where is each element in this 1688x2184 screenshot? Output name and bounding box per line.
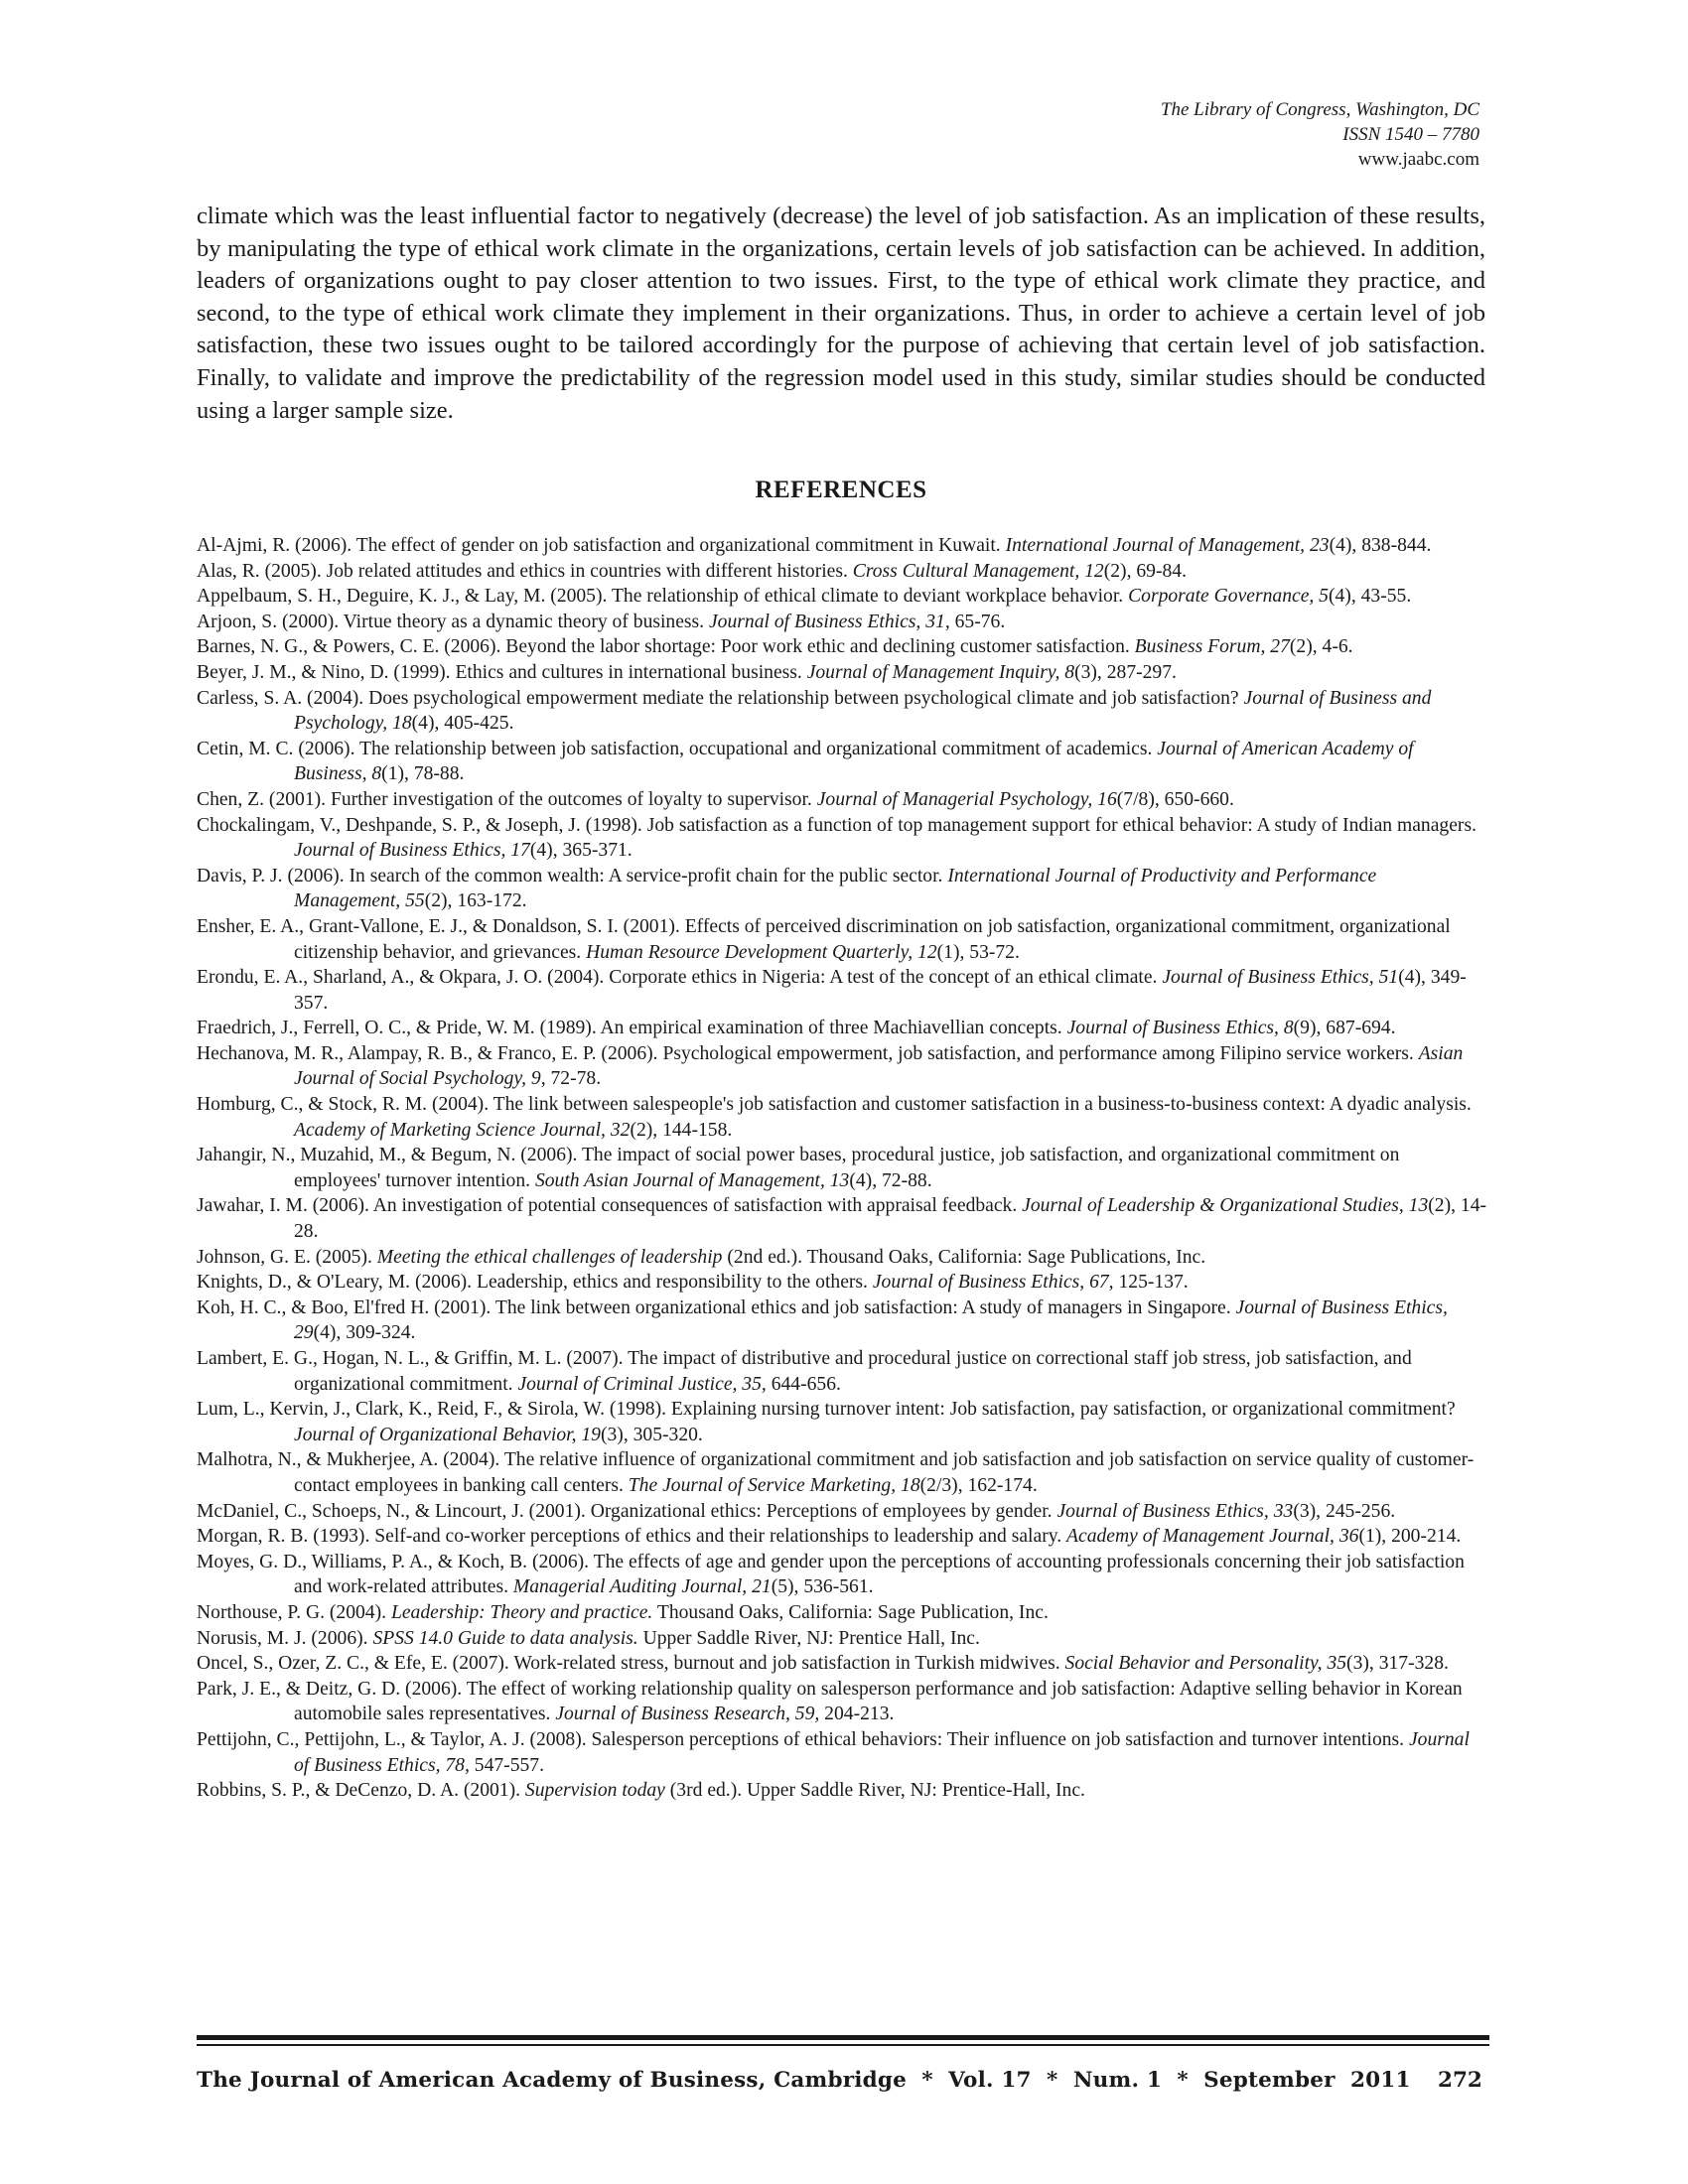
- reference-text: Park, J. E., & Deitz, G. D. (2006). The effect of working relationship quality on salesperson performance and job satisfaction: Adaptive selling behavior in Korean automobile sales representatives.: [197, 1678, 1463, 1725]
- reference-text: Ensher, E. A., Grant-Vallone, E. J., & Donaldson, S. I. (2001). Effects of perceived discrimination on job satisfaction, organizational commitment, organizational citizenship behavior, and grievances.: [197, 915, 1451, 963]
- reference-source: The Journal of Service Marketing, 18: [628, 1474, 920, 1496]
- reference-text: Jawahar, I. M. (2006). An investigation of potential consequences of satisfaction with appraisal feedback.: [197, 1195, 1023, 1217]
- reference-text: Chen, Z. (2001). Further investigation of the outcomes of loyalty to supervisor.: [197, 788, 817, 810]
- reference-source: Journal of Business Ethics, 67,: [872, 1272, 1114, 1294]
- reference-entry: [197, 559, 1487, 585]
- reference-source: Managerial Auditing Journal, 21: [512, 1576, 772, 1598]
- reference-locator: (4), 309-324.: [313, 1322, 416, 1344]
- reference-text: Robbins, S. P., & DeCenzo, D. A. (2001).: [197, 1780, 525, 1802]
- reference-text: McDaniel, C., Schoeps, N., & Lincourt, J. (2001). Organizational ethics: Perceptions of employees by gender.: [197, 1500, 1057, 1522]
- reference-source: Meeting the ethical challenges of leadership: [376, 1246, 723, 1268]
- reference-entry: [197, 864, 1487, 914]
- reference-text: Carless, S. A. (2004). Does psychological empowerment mediate the relationship between psychological climate and job satisfaction?: [197, 687, 1244, 709]
- reference-locator: (4), 349-357.: [294, 967, 1467, 1014]
- reference-entry: [197, 1677, 1487, 1727]
- reference-source: Journal of Business Research, 59,: [555, 1704, 820, 1725]
- reference-locator: (3), 317-328.: [1346, 1653, 1449, 1675]
- reference-text: Al-Ajmi, R. (2006). The effect of gender on job satisfaction and organizational commitment in Kuwait.: [197, 535, 1006, 556]
- reference-entry: [197, 1346, 1487, 1397]
- reference-locator: (3rd ed.). Upper Saddle River, NJ: Prentice-Hall, Inc.: [664, 1780, 1085, 1802]
- reference-source: Social Behavior and Personality, 35: [1064, 1653, 1347, 1675]
- reference-source: Journal of Business and Psychology, 18: [294, 687, 1432, 735]
- header-website-line: www.jaabc.com: [1357, 149, 1479, 170]
- reference-source: Leadership: Theory and practice.: [390, 1601, 653, 1623]
- reference-entry: [197, 1499, 1487, 1525]
- reference-locator: 204-213.: [819, 1704, 895, 1725]
- reference-source: Academy of Marketing Science Journal, 32: [294, 1119, 631, 1141]
- reference-source: Journal of Business Ethics, 51: [1162, 967, 1399, 989]
- reference-source: Journal of Managerial Psychology, 16: [816, 788, 1117, 810]
- body-paragraph: climate which was the least influential factor to negatively (decrease) the level of job satisfaction. As an implication of these results, by manipulating the type of ethical work climate in the organizations, certain levels of job satisfaction can be achieved. In addition, leaders of organizations ought to pay closer attention to two issues. First, to the type of ethical work climate they practice, and second, to the type of ethical work climate they implement in their organizations. Thus, in order to achieve a certain level of job satisfaction, these two issues ought to be tailored accordingly for the purpose of achieving that certain level of job satisfaction. Finally, to validate and improve the predictability of the regression model used in this study, similar studies should be conducted using a larger sample size.: [197, 203, 1485, 424]
- reference-locator: (4), 365-371.: [529, 840, 633, 862]
- reference-entry: [197, 965, 1487, 1016]
- reference-entry: [197, 686, 1487, 737]
- reference-text: Cetin, M. C. (2006). The relationship between job satisfaction, occupational and organizational commitment of academics.: [197, 738, 1158, 759]
- reference-locator: 547-557.: [469, 1754, 544, 1776]
- reference-entry: [197, 1550, 1487, 1600]
- reference-entry: [197, 737, 1487, 787]
- reference-text: Knights, D., & O'Leary, M. (2006). Leadership, ethics and responsibility to the others.: [197, 1272, 873, 1294]
- reference-locator: 65-76.: [949, 611, 1006, 632]
- reference-entry: [197, 787, 1487, 813]
- reference-entry: [197, 1626, 1487, 1652]
- reference-text: Davis, P. J. (2006). In search of the common wealth: A service-profit chain for the public sector.: [197, 865, 948, 887]
- reference-text: Morgan, R. B. (1993). Self-and co-worker perceptions of ethics and their relationships to leadership and salary.: [197, 1526, 1067, 1548]
- reference-source: SPSS 14.0 Guide to data analysis.: [372, 1627, 638, 1649]
- reference-source: Journal of Organizational Behavior, 19: [294, 1424, 601, 1445]
- page-number: 272: [1438, 2068, 1482, 2093]
- reference-source: Asian Journal of Social Psychology, 9,: [294, 1042, 1464, 1090]
- reference-locator: (2nd ed.). Thousand Oaks, California: Sage Publications, Inc.: [722, 1246, 1206, 1268]
- reference-entry: [197, 1651, 1487, 1677]
- reference-entry: [197, 1245, 1487, 1271]
- reference-locator: (2), 144-158.: [630, 1119, 733, 1141]
- reference-source: Journal of Business Ethics, 33: [1056, 1500, 1294, 1522]
- reference-locator: (4), 72-88.: [849, 1169, 932, 1191]
- reference-text: Pettijohn, C., Pettijohn, L., & Taylor, A. J. (2008). Salesperson perceptions of ethical behaviors: Their influence on job satisfaction and turnover intentions.: [197, 1728, 1409, 1750]
- reference-entry: [197, 1016, 1487, 1041]
- reference-entry: [197, 914, 1487, 965]
- reference-source: Journal of Business Ethics, 8: [1066, 1018, 1294, 1039]
- reference-locator: 125-137.: [1113, 1272, 1189, 1294]
- reference-source: Journal of Management Inquiry, 8: [806, 661, 1075, 683]
- reference-text: Hechanova, M. R., Alampay, R. B., & Franco, E. P. (2006). Psychological empowerment, job satisfaction, and performance among Filipino service workers.: [197, 1042, 1419, 1064]
- reference-text: Arjoon, S. (2000). Virtue theory as a dynamic theory of business.: [197, 611, 709, 632]
- references-heading: REFERENCES: [755, 477, 927, 503]
- reference-source: International Journal of Productivity and Performance Management, 55: [294, 865, 1377, 912]
- reference-text: Appelbaum, S. H., Deguire, K. J., & Lay, M. (2005). The relationship of ethical climate to deviant workplace behavior.: [197, 586, 1129, 608]
- reference-entry: [197, 610, 1487, 635]
- reference-text: Malhotra, N., & Mukherjee, A. (2004). The relative influence of organizational commitment and job satisfaction and job satisfaction on service quality of customer-contact employees in banking call centers.: [197, 1449, 1475, 1496]
- reference-text: Lum, L., Kervin, J., Clark, K., Reid, F., & Sirola, W. (1998). Explaining nursing turnover intent: Job satisfaction, pay satisfaction, or organizational commitment?: [197, 1399, 1456, 1421]
- reference-source: Journal of Business Ethics, 17: [294, 840, 530, 862]
- footer-rule-thin: [197, 2044, 1489, 2046]
- reference-source: Academy of Management Journal, 36: [1066, 1526, 1359, 1548]
- header-library-line: The Library of Congress, Washington, DC: [1160, 99, 1479, 120]
- reference-entry: [197, 1778, 1487, 1804]
- reference-locator: (4), 405-425.: [411, 713, 514, 735]
- reference-locator: (2), 163-172.: [424, 890, 527, 912]
- references-list: [197, 533, 1487, 1804]
- reference-source: Human Resource Development Quarterly, 12: [586, 941, 937, 963]
- reference-source: South Asian Journal of Management, 13: [534, 1169, 850, 1191]
- reference-locator: (3), 287-297.: [1074, 661, 1177, 683]
- reference-text: Fraedrich, J., Ferrell, O. C., & Pride, W. M. (1989). An empirical examination of three Machiavellian concepts.: [197, 1018, 1067, 1039]
- reference-entry: [197, 584, 1487, 610]
- reference-locator: (5), 536-561.: [771, 1576, 874, 1598]
- reference-locator: Thousand Oaks, California: Sage Publication, Inc.: [652, 1601, 1049, 1623]
- reference-entry: [197, 660, 1487, 686]
- reference-text: Jahangir, N., Muzahid, M., & Begum, N. (2006). The impact of social power bases, procedural justice, job satisfaction, and organizational commitment on employees' turnover intention.: [197, 1145, 1400, 1191]
- reference-entry: [197, 634, 1487, 660]
- reference-entry: [197, 533, 1487, 559]
- reference-locator: (4), 43-55.: [1328, 586, 1412, 608]
- reference-entry: [197, 1600, 1487, 1626]
- reference-source: Supervision today: [524, 1780, 665, 1802]
- reference-source: Journal of Business Ethics, 29: [294, 1297, 1448, 1344]
- reference-text: Johnson, G. E. (2005).: [197, 1246, 377, 1268]
- reference-text: Norusis, M. J. (2006).: [197, 1627, 373, 1649]
- reference-source: Journal of Business Ethics, 31,: [708, 611, 950, 632]
- reference-locator: (3), 305-320.: [600, 1424, 703, 1445]
- reference-text: Chockalingam, V., Deshpande, S. P., & Joseph, J. (1998). Job satisfaction as a function of top management support for ethical behavior: A study of Indian managers.: [197, 814, 1477, 836]
- reference-locator: (2), 14-28.: [294, 1195, 1487, 1243]
- reference-source: Business Forum, 27: [1134, 636, 1290, 658]
- reference-text: Homburg, C., & Stock, R. M. (2004). The link between salespeople's job satisfaction and customer satisfaction in a business-to-business context: A dyadic analysis.: [197, 1094, 1472, 1116]
- reference-entry: [197, 1193, 1487, 1244]
- footer-journal-info: The Journal of American Academy of Business, Cambridge * Vol. 17 * Num. 1 * September 2011: [197, 2068, 1411, 2093]
- header-issn-line: ISSN 1540 – 7780: [1342, 124, 1479, 145]
- reference-locator: (2/3), 162-174.: [919, 1474, 1038, 1496]
- reference-text: Koh, H. C., & Boo, El'fred H. (2001). The link between organizational ethics and job satisfaction: A study of managers in Singapore.: [197, 1297, 1236, 1318]
- reference-source: Journal of Criminal Justice, 35,: [517, 1373, 767, 1395]
- reference-locator: (1), 78-88.: [381, 763, 465, 785]
- reference-entry: [197, 1270, 1487, 1296]
- reference-entry: [197, 1041, 1487, 1092]
- reference-locator: (7/8), 650-660.: [1116, 788, 1234, 810]
- reference-locator: (1), 200-214.: [1358, 1526, 1462, 1548]
- reference-text: Lambert, E. G., Hogan, N. L., & Griffin, M. L. (2007). The impact of distributive and procedural justice on correctional staff job stress, job satisfaction, and organizational commitment.: [197, 1348, 1412, 1395]
- reference-entry: [197, 1447, 1487, 1498]
- reference-source: Corporate Governance, 5: [1128, 586, 1329, 608]
- footer-rule-thick: [197, 2035, 1489, 2040]
- reference-entry: [197, 813, 1487, 864]
- reference-source: Journal of Business Ethics, 78,: [294, 1728, 1470, 1776]
- reference-entry: [197, 1727, 1487, 1778]
- reference-entry: [197, 1092, 1487, 1143]
- reference-locator: 72-78.: [545, 1068, 602, 1090]
- reference-text: Moyes, G. D., Williams, P. A., & Koch, B. (2006). The effects of age and gender upon the perceptions of accounting professionals concerning their job satisfaction and work-related attributes.: [197, 1551, 1465, 1598]
- reference-source: Journal of Leadership & Organizational Studies, 13: [1022, 1195, 1429, 1217]
- reference-text: Beyer, J. M., & Nino, D. (1999). Ethics and cultures in international business.: [197, 661, 807, 683]
- reference-entry: [197, 1143, 1487, 1193]
- reference-locator: 644-656.: [766, 1373, 841, 1395]
- reference-source: Journal of American Academy of Business, 8: [294, 738, 1414, 785]
- reference-text: Alas, R. (2005). Job related attitudes and ethics in countries with different histories.: [197, 560, 853, 582]
- running-header: [1161, 97, 1479, 172]
- reference-text: Oncel, S., Ozer, Z. C., & Efe, E. (2007). Work-related stress, burnout and job satisfaction in Turkish midwives.: [197, 1653, 1065, 1675]
- reference-locator: (4), 838-844.: [1329, 535, 1432, 556]
- reference-entry: [197, 1296, 1487, 1346]
- reference-locator: (2), 4-6.: [1289, 636, 1353, 658]
- reference-locator: Upper Saddle River, NJ: Prentice Hall, Inc.: [637, 1627, 980, 1649]
- reference-locator: (2), 69-84.: [1103, 560, 1187, 582]
- reference-locator: (1), 53-72.: [936, 941, 1020, 963]
- reference-entry: [197, 1397, 1487, 1447]
- reference-locator: (9), 687-694.: [1293, 1018, 1396, 1039]
- reference-source: Cross Cultural Management, 12: [852, 560, 1104, 582]
- reference-text: Erondu, E. A., Sharland, A., & Okpara, J. O. (2004). Corporate ethics in Nigeria: A test of the concept of an ethical climate.: [197, 967, 1163, 989]
- reference-entry: [197, 1524, 1487, 1550]
- reference-text: Northouse, P. G. (2004).: [197, 1601, 391, 1623]
- reference-text: Barnes, N. G., & Powers, C. E. (2006). Beyond the labor shortage: Poor work ethic and declining customer satisfaction.: [197, 636, 1135, 658]
- reference-locator: (3), 245-256.: [1293, 1500, 1396, 1522]
- reference-source: International Journal of Management, 23: [1005, 535, 1330, 556]
